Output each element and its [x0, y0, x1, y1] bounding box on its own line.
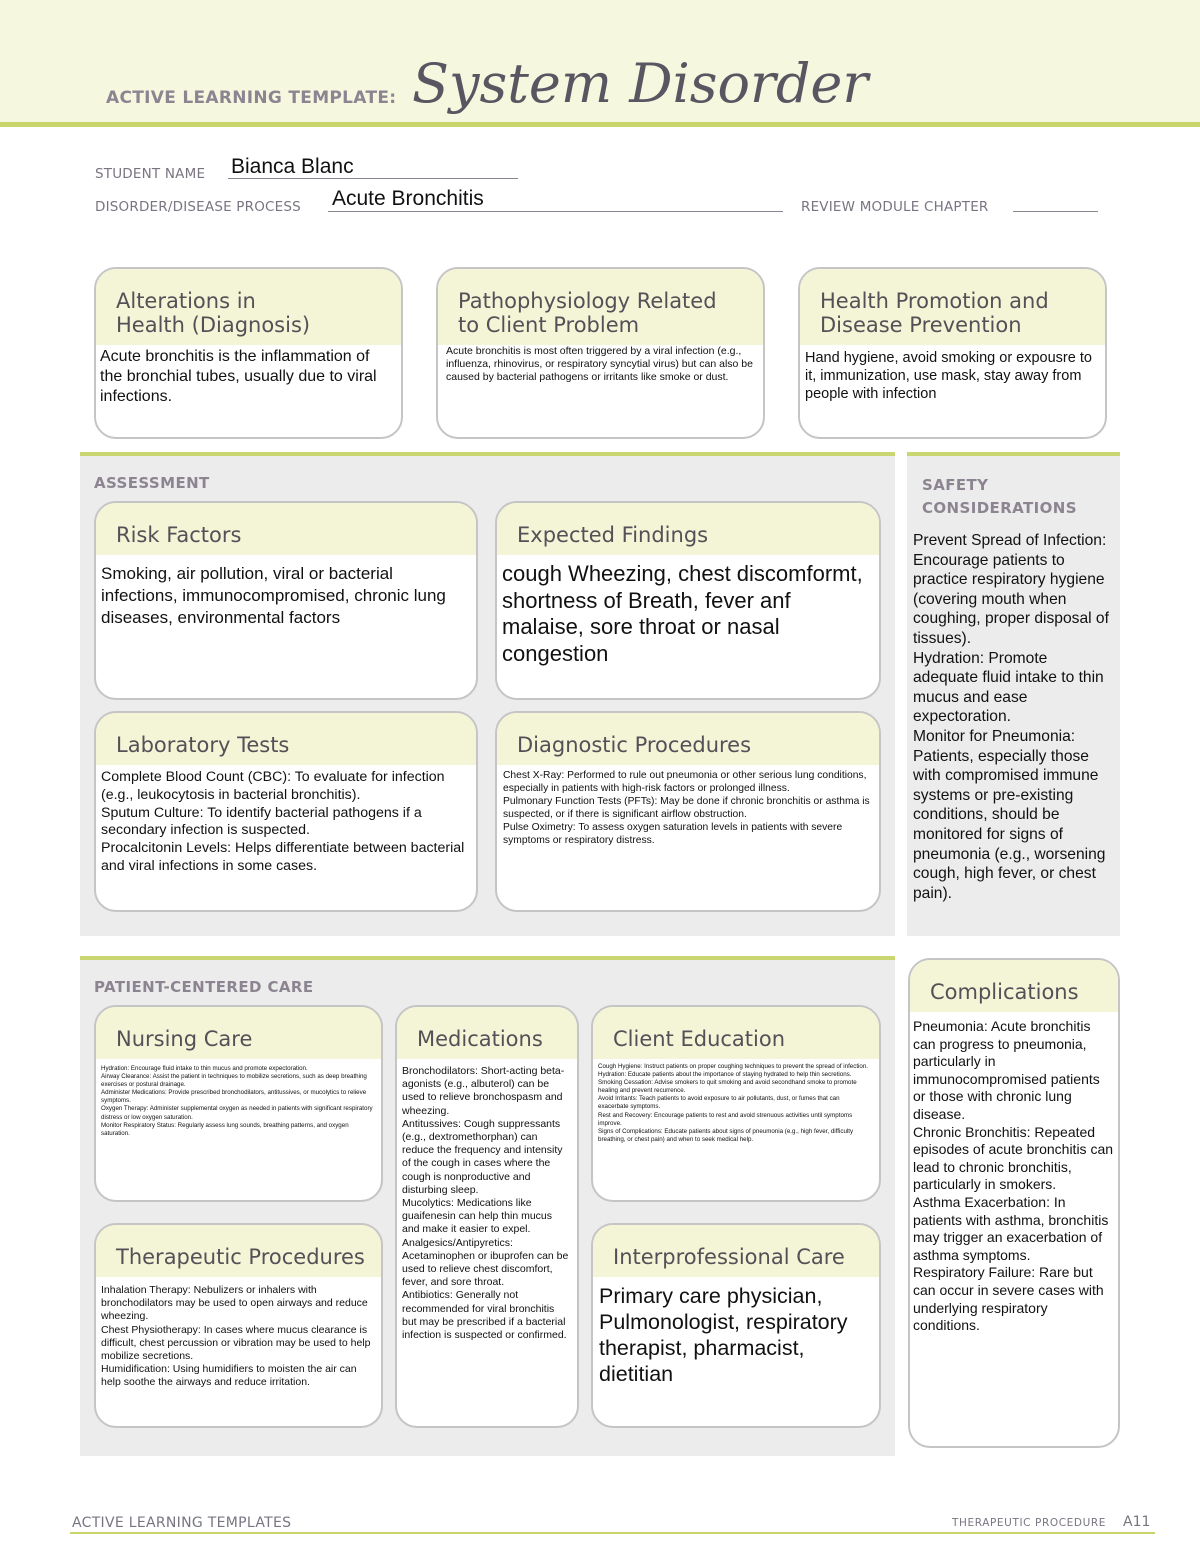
client-education-card	[591, 1005, 881, 1202]
template-label: ACTIVE LEARNING TEMPLATE:	[106, 88, 397, 108]
alterations-card	[94, 267, 403, 439]
risk-factors-card	[94, 501, 478, 700]
template-title: System Disorder	[412, 52, 869, 115]
header-rule	[0, 122, 1200, 127]
medications-card-title: Medications	[417, 1027, 543, 1051]
complications-card-body[interactable]: Pneumonia: Acute bronchitis can progress to pneumonia, particularly in immunocompromised patients or those with chronic lung disease. Chronic Bronchitis: Repeated episodes of acute bronchitis can lead to chronic bronchitis, particularly in smokers. Asthma Exacerbation: In patients with asthma, bronchitis may trigger an exacerbation of asthma symptoms. Respiratory Failure: Rare but can occur in severe cases with underlying respiratory conditions.	[913, 1018, 1114, 1334]
laboratory-tests-card-title: Laboratory Tests	[116, 733, 290, 757]
medications-card-body[interactable]: Bronchodilators: Short-acting beta-agonists (e.g., albuterol) can be used to relieve bronchospasm and wheezing. Antitussives: Cough suppressants (e.g., dextromethorphan) can reduce the frequency and intensity of the cough in cases where the cough is nonproductive and disturbing sleep. Mucolytics: Medications like guaifenesin can help thin mucus and make it easier to expel. Analgesics/Antipyretics: Acetaminophen or ibuprofen can be used to relieve chest discomfort, fever, and sore throat. Antibiotics: Generally not recommended for viral bronchitis but may be prescribed if a bacterial infection is suspected or confirmed.	[402, 1065, 569, 1342]
patient-care-label: PATIENT-CENTERED CARE	[94, 978, 314, 996]
footer-page-number: A11	[1123, 1514, 1151, 1530]
footer-left-label: ACTIVE LEARNING TEMPLATES	[72, 1515, 292, 1531]
pathophysiology-card	[436, 267, 765, 439]
client-education-card-body[interactable]: Cough Hygiene: Instruct patients on proper coughing techniques to prevent the spread of infection. Hydration: Educate patients about the importance of staying hydrated to help thin secretions. Smoking Cessation: Advise smokers to quit smoking and avoid secondhand smoke to promote healing and prevent recurrence. Avoid Irritants: Teach patients to avoid exposure to air pollutants, dust, or fumes that can exacerbate symptoms. Rest and Recovery: Encourage patients to rest and avoid strenuous activities until symptoms improve. Signs of Complications: Educate patients about signs of pneumonia (e.g., high fever, difficulty breathing, or chest pain) and when to seek medical help.	[598, 1063, 869, 1143]
risk-factors-card-title: Risk Factors	[116, 523, 242, 547]
diagnostic-procedures-card-title: Diagnostic Procedures	[517, 733, 752, 757]
chapter-field[interactable]	[1013, 211, 1098, 212]
health-promotion-card-body[interactable]: Hand hygiene, avoid smoking or expousre to it, immunization, use mask, stay away from people with infection	[805, 350, 1092, 402]
alterations-card-title: Alterations in Health (Diagnosis)	[116, 289, 311, 337]
nursing-care-card-body[interactable]: Hydration: Encourage fluid intake to thin mucus and promote expectoration. Airway Clearance: Assist the patient in techniques to mobilize secretions, such as deep breathing exercises or postural drainage. Administer Medications: Provide prescribed bronchodilators, antitussives, or mucolytics to relieve symptoms. Oxygen Therapy: Administer supplemental oxygen as needed in patients with significant respiratory distress or low oxygen saturation. Monitor Respiratory Status: Regularly assess lung sounds, breathing patterns, and oxygen saturation.	[101, 1065, 373, 1137]
laboratory-tests-card-body[interactable]: Complete Blood Count (CBC): To evaluate for infection (e.g., leukocytosis in bacterial bronchitis). Sputum Culture: To identify bacterial pathogens if a secondary infection is suspected. Procalcitonin Levels: Helps differentiate between bacterial and viral infections in some cases.	[101, 769, 465, 874]
patient-care-rule	[80, 956, 895, 960]
complications-card-title: Complications	[930, 980, 1079, 1004]
complications-card	[908, 958, 1120, 1448]
expected-findings-card-body[interactable]: cough Wheezing, chest discomformt, shortness of Breath, fever anf malaise, sore throat or nasal congestion	[502, 561, 863, 666]
diagnostic-procedures-card	[495, 711, 881, 912]
diagnostic-procedures-card-body[interactable]: Chest X-Ray: Performed to rule out pneumonia or other serious lung conditions, especially in patients with high-risk factors or prolonged illness. Pulmonary Function Tests (PFTs): May be done if chronic bronchitis or asthma is suspected, or if there is significant airflow obstruction. Pulse Oximetry: To assess oxygen saturation levels in patients with severe symptoms or respiratory distress.	[503, 770, 870, 846]
interprofessional-care-card-body[interactable]: Primary care physician, Pulmonologist, respiratory therapist, pharmacist, dietitian	[599, 1284, 848, 1386]
pathophysiology-card-body[interactable]: Acute bronchitis is most often triggered by a viral infection (e.g., influenza, rhinovirus, or respiratory syncytial virus) but can also be caused by bacterial pathogens or irritants like smoke or dust.	[446, 345, 753, 383]
expected-findings-card-title: Expected Findings	[517, 523, 709, 547]
assessment-rule	[80, 452, 895, 456]
student-name-label: STUDENT NAME	[95, 166, 206, 182]
therapeutic-procedures-card	[94, 1223, 383, 1428]
client-education-card-title: Client Education	[613, 1027, 786, 1051]
medications-card	[395, 1005, 579, 1428]
disorder-field[interactable]: Acute Bronchitis	[332, 187, 484, 210]
nursing-care-card	[94, 1005, 383, 1202]
risk-factors-card-body[interactable]: Smoking, air pollution, viral or bacterial infections, immunocompromised, chronic lung diseases, environmental factors	[101, 564, 446, 627]
safety-rule	[907, 452, 1120, 456]
footer-rule	[70, 1532, 1155, 1534]
expected-findings-card	[495, 501, 881, 700]
safety-body[interactable]: Prevent Spread of Infection: Encourage patients to practice respiratory hygiene (covering mouth when coughing, proper disposal of tissues). Hydration: Promote adequate fluid intake to thin mucus and ease expectoration. Monitor for Pneumonia: Patients, especially those with compromised immune systems or pre-existing conditions, should be monitored for signs of pneumonia (e.g., worsening cough, high fever, or chest pain).	[913, 532, 1109, 902]
interprofessional-care-card-title: Interprofessional Care	[613, 1245, 845, 1269]
laboratory-tests-card	[94, 711, 478, 912]
therapeutic-procedures-card-title: Therapeutic Procedures	[116, 1245, 365, 1269]
footer-right-label: THERAPEUTIC PROCEDURE	[952, 1517, 1106, 1529]
interprofessional-care-card	[591, 1223, 881, 1428]
health-promotion-card	[798, 267, 1107, 439]
safety-label: SAFETY CONSIDERATIONS	[922, 476, 1077, 517]
disorder-label: DISORDER/DISEASE PROCESS	[95, 199, 301, 215]
chapter-label: REVIEW MODULE CHAPTER	[801, 199, 989, 215]
disorder-line	[328, 211, 783, 212]
assessment-label: ASSESSMENT	[94, 474, 210, 492]
student-name-field[interactable]: Bianca Blanc	[231, 155, 354, 178]
nursing-care-card-title: Nursing Care	[116, 1027, 253, 1051]
pathophysiology-card-title: Pathophysiology Related to Client Problem	[458, 289, 717, 337]
health-promotion-card-title: Health Promotion and Disease Prevention	[820, 289, 1049, 337]
alterations-card-body[interactable]: Acute bronchitis is the inflammation of the bronchial tubes, usually due to viral infections.	[100, 348, 377, 405]
therapeutic-procedures-card-body[interactable]: Inhalation Therapy: Nebulizers or inhalers with bronchodilators may be used to open airways and reduce wheezing. Chest Physiotherapy: In cases where mucus clearance is difficult, chest percussion or vibration may be used to help mobilize secretions. Humidification: Using humidifiers to moisten the air can help soothe the airways and reduce irritation.	[101, 1284, 371, 1389]
